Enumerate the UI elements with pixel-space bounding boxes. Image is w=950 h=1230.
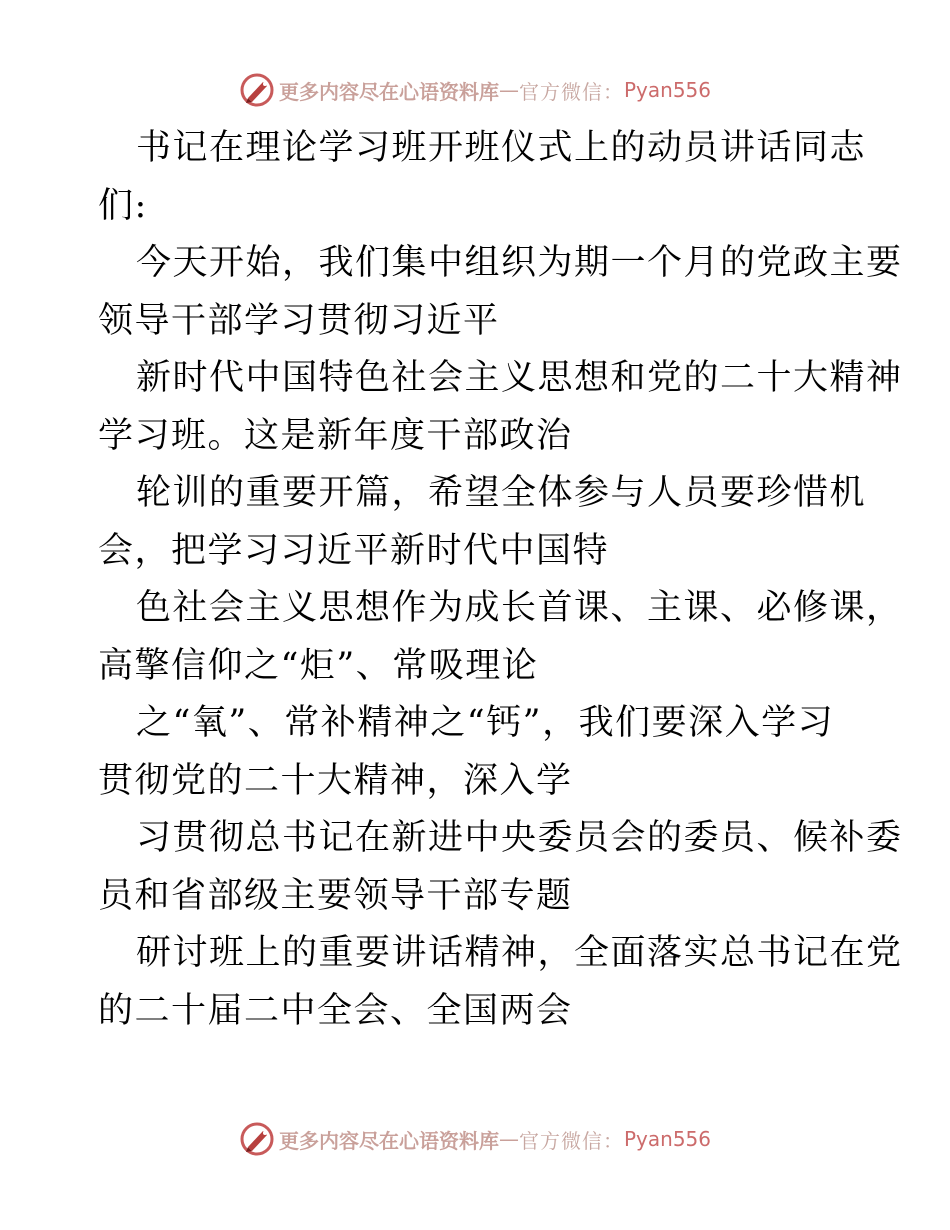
banner-official-label: 官方微信： [518, 1128, 624, 1153]
text-line: 轮训的重要开篇，希望全体参与人员要珍惜机 [136, 473, 867, 513]
document-body [98, 120, 903, 1040]
text-line: 的二十届二中全会、全国两会 [98, 990, 573, 1031]
pen-logo-icon [239, 1121, 275, 1157]
text-line: 新时代中国特色社会主义思想和党的二十大精神 [136, 358, 903, 398]
text-line: 习贯彻总书记在新进中央委员会的委员、候补委 [136, 818, 903, 858]
banner-dash: — [498, 1127, 519, 1151]
banner-dash: — [498, 78, 519, 102]
text-line: 之“氧”、常补精神之“钙”，我们要深入学习 [136, 703, 835, 743]
text-line: 员和省部级主要领导干部专题 [98, 875, 573, 916]
text-line: 高擎信仰之“炬”、常吸理论 [98, 645, 539, 686]
banner-official-label: 官方微信： [518, 79, 624, 104]
banner-wechat-id: Pyan556 [623, 1127, 711, 1151]
text-line: 书记在理论学习班开班仪式上的动员讲话同志 [136, 128, 867, 168]
text-line: 们: [98, 185, 148, 226]
banner-main-text: 更多内容尽在心语资料库 [278, 1128, 499, 1153]
text-line: 贯彻党的二十大精神，深入学 [98, 760, 573, 801]
text-line: 学习班。这是新年度干部政治 [98, 415, 573, 456]
banner-wechat-id: Pyan556 [623, 78, 711, 102]
text-line: 领导干部学习贯彻习近平 [98, 300, 500, 341]
pen-logo-icon [239, 72, 275, 108]
text-line: 今天开始，我们集中组织为期一个月的党政主要 [136, 243, 903, 283]
text-line: 色社会主义思想作为成长首课、主课、必修课， [136, 588, 903, 628]
text-line: 研讨班上的重要讲话精神，全面落实总书记在党 [136, 933, 903, 973]
text-line: 会，把学习习近平新时代中国特 [98, 530, 610, 571]
footer-watermark-banner [0, 1119, 950, 1159]
header-watermark-banner [0, 70, 950, 110]
banner-main-text: 更多内容尽在心语资料库 [278, 79, 499, 104]
